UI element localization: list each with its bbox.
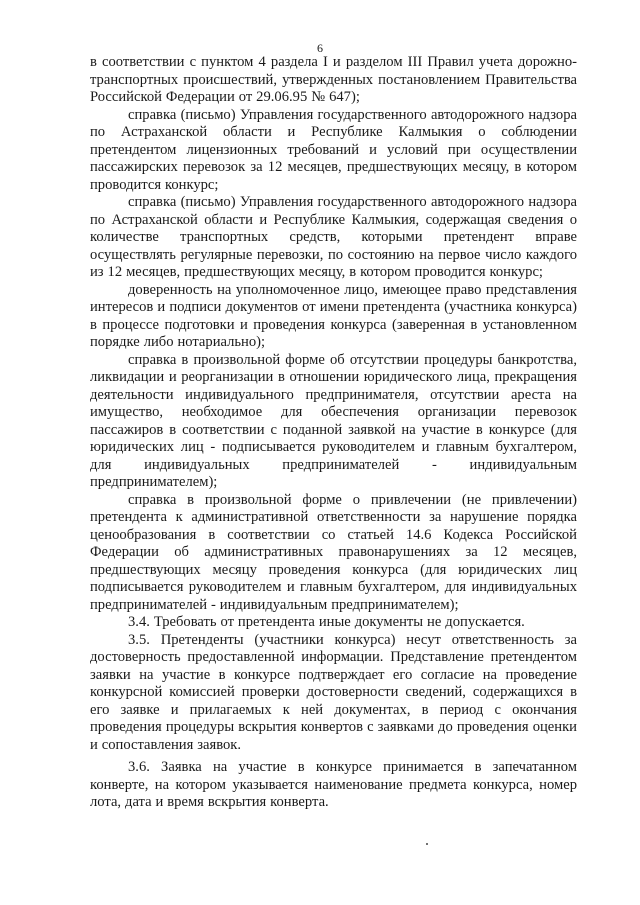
paragraph-3-6: 3.6. Заявка на участие в конкурсе принимается в запечатанном конверте, на котором указывается наименование предмета конкурса, номер лота, дата и время вскрытия конверта. <box>90 759 577 810</box>
paragraph-vehicle-count-certificate: справка (письмо) Управления государственного автодорожного надзора по Астраханской области и Республике Калмыкия, содержащая сведения о количестве транспортных средств, которыми претендент вправе осуществлять регулярные перевозки, по состоянию на первое число каждого из 12 месяцев, предшествующих месяцу, в котором проводится конкурс; <box>90 194 577 280</box>
document-body <box>90 54 577 812</box>
paragraph-3-4: 3.4. Требовать от претендента иные документы не допускается. <box>128 614 525 630</box>
scan-speck <box>426 843 428 845</box>
paragraph-power-of-attorney: доверенность на уполномоченное лицо, имеющее право представления интересов и подписи документов от имени претендента (участника конкурса) в процессе подготовки и проведения конкурса (заверенная в установленном порядке либо нотариально); <box>90 281 577 350</box>
paragraph-3-5: 3.5. Претенденты (участники конкурса) несут ответственность за достоверность предоставленной информации. Представление претендентом заявки на участие в конкурсе подтверждает его согласие на проведение конкурсной комиссией проверки достоверности сведений, содержащихся в его заявке и прилагаемых к ней документах, в период с окончания проведения процедуры вскрытия конвертов с заявками до проведения оценки и сопоставления заявок. <box>90 631 577 753</box>
paragraph-continuation: в соответствии с пунктом 4 раздела I и разделом III Правил учета дорожно-транспортных происшествий, утвержденных постановлением Правительства Российской Федерации от 29.06.95 № 647); <box>90 54 577 105</box>
paragraph-liability-certificate: справка в произвольной форме о привлечении (не привлечении) претендента к административной ответственности за нарушение порядка ценообразования в соответствии со статьей 14.6 Кодекса Российской Федерации об административных правонарушениях за 12 месяцев, предшествующих месяцу проведения конкурса (для юридических лиц подписывается руководителем и главным бухгалтером, для индивидуальных предпринимателей - индивидуальным предпринимателем); <box>90 491 577 613</box>
paragraph-license-certificate: справка (письмо) Управления государственного автодорожного надзора по Астраханской области и Республике Калмыкия о соблюдении претендентом лицензионных требований и условий при осуществлении пассажирских перевозок за 12 месяцев, предшествующих месяцу, в котором проводится конкурс; <box>90 106 577 193</box>
page-number: 6 <box>317 41 323 55</box>
paragraph-bankruptcy-certificate: справка в произвольной форме об отсутствии процедуры банкротства, ликвидации и реорганизации в отношении юридического лица, прекращения деятельности индивидуального предпринимателя, отсутствии ареста на имущество, необходимое для обеспечения организации перевозок пассажиров в соответствии с поданной заявкой на участие в конкурсе (для юридических лиц - подписывается руководителем и главным бухгалтером, для индивидуальных предпринимателей - индивидуальным предпринимателем); <box>90 351 577 490</box>
